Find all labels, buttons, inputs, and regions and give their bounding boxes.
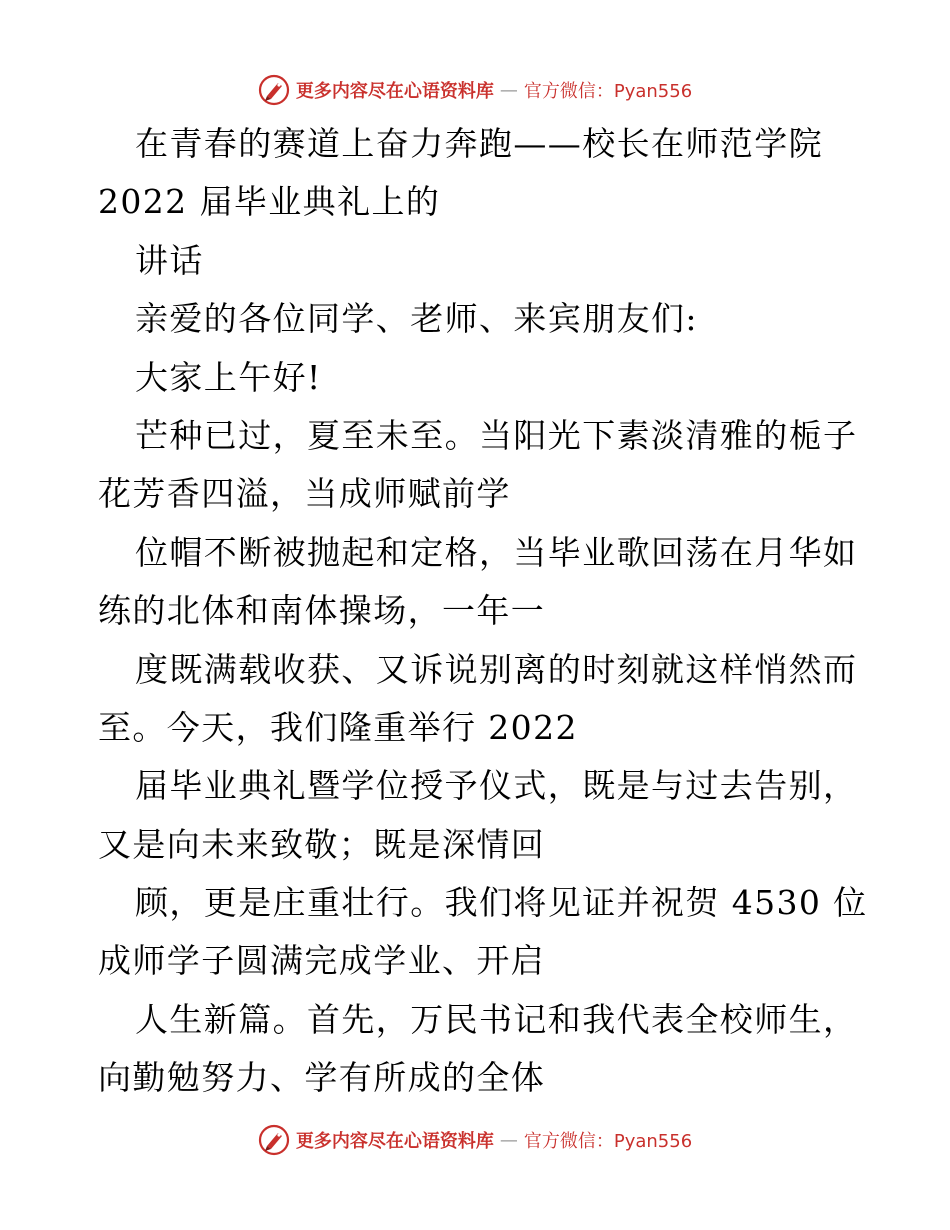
text-line: 芒种已过，夏至未至。当阳光下素淡清雅的栀子 xyxy=(135,415,858,455)
text-line: 人生新篇。首先，万民书记和我代表全校师生， xyxy=(135,999,858,1039)
text-line: 在青春的赛道上奋力奔跑——校长在师范学院 xyxy=(135,124,823,163)
text-line: 位帽不断被抛起和定格，当毕业歌回荡在月华如 xyxy=(135,532,858,572)
text-line: 向勤勉努力、学有所成的全体 xyxy=(98,1058,546,1098)
watermark-separator: — xyxy=(499,1129,518,1151)
page-footer-watermark xyxy=(0,1120,950,1160)
text-line: 花芳香四溢，当成师赋前学 xyxy=(98,474,511,514)
watermark xyxy=(258,74,692,106)
text-line: 大家上午好! xyxy=(135,357,322,397)
watermark-wechat-text: 官方微信：Pyan556 xyxy=(523,81,693,102)
document-body xyxy=(98,115,868,1108)
pen-logo-icon xyxy=(258,1124,290,1156)
watermark xyxy=(258,1124,692,1156)
watermark-main-text: 更多内容尽在心语资料库 xyxy=(295,1131,494,1152)
text-line: 至。今天，我们隆重举行 2022 xyxy=(98,707,578,747)
text-line: 又是向未来致敬；既是深情回 xyxy=(98,824,546,864)
watermark-wechat-text: 官方微信：Pyan556 xyxy=(523,1131,693,1152)
text-line: 度既满载收获、又诉说别离的时刻就这样悄然而 xyxy=(135,649,858,689)
pen-logo-icon xyxy=(258,74,290,106)
text-line: 顾，更是庄重壮行。我们将见证并祝贺 4530 位 xyxy=(135,883,868,923)
watermark-separator: — xyxy=(499,79,518,101)
text-line: 练的北体和南体操场，一年一 xyxy=(98,591,546,631)
text-line: 成师学子圆满完成学业、开启 xyxy=(98,941,546,981)
text-line: 2022 届毕业典礼上的 xyxy=(98,182,441,222)
text-line: 亲爱的各位同学、老师、来宾朋友们: xyxy=(135,299,698,339)
text-line: 讲话 xyxy=(135,240,204,280)
watermark-main-text: 更多内容尽在心语资料库 xyxy=(295,81,494,102)
page-header-watermark xyxy=(0,70,950,110)
text-line: 届毕业典礼暨学位授予仪式，既是与过去告别， xyxy=(135,766,858,806)
